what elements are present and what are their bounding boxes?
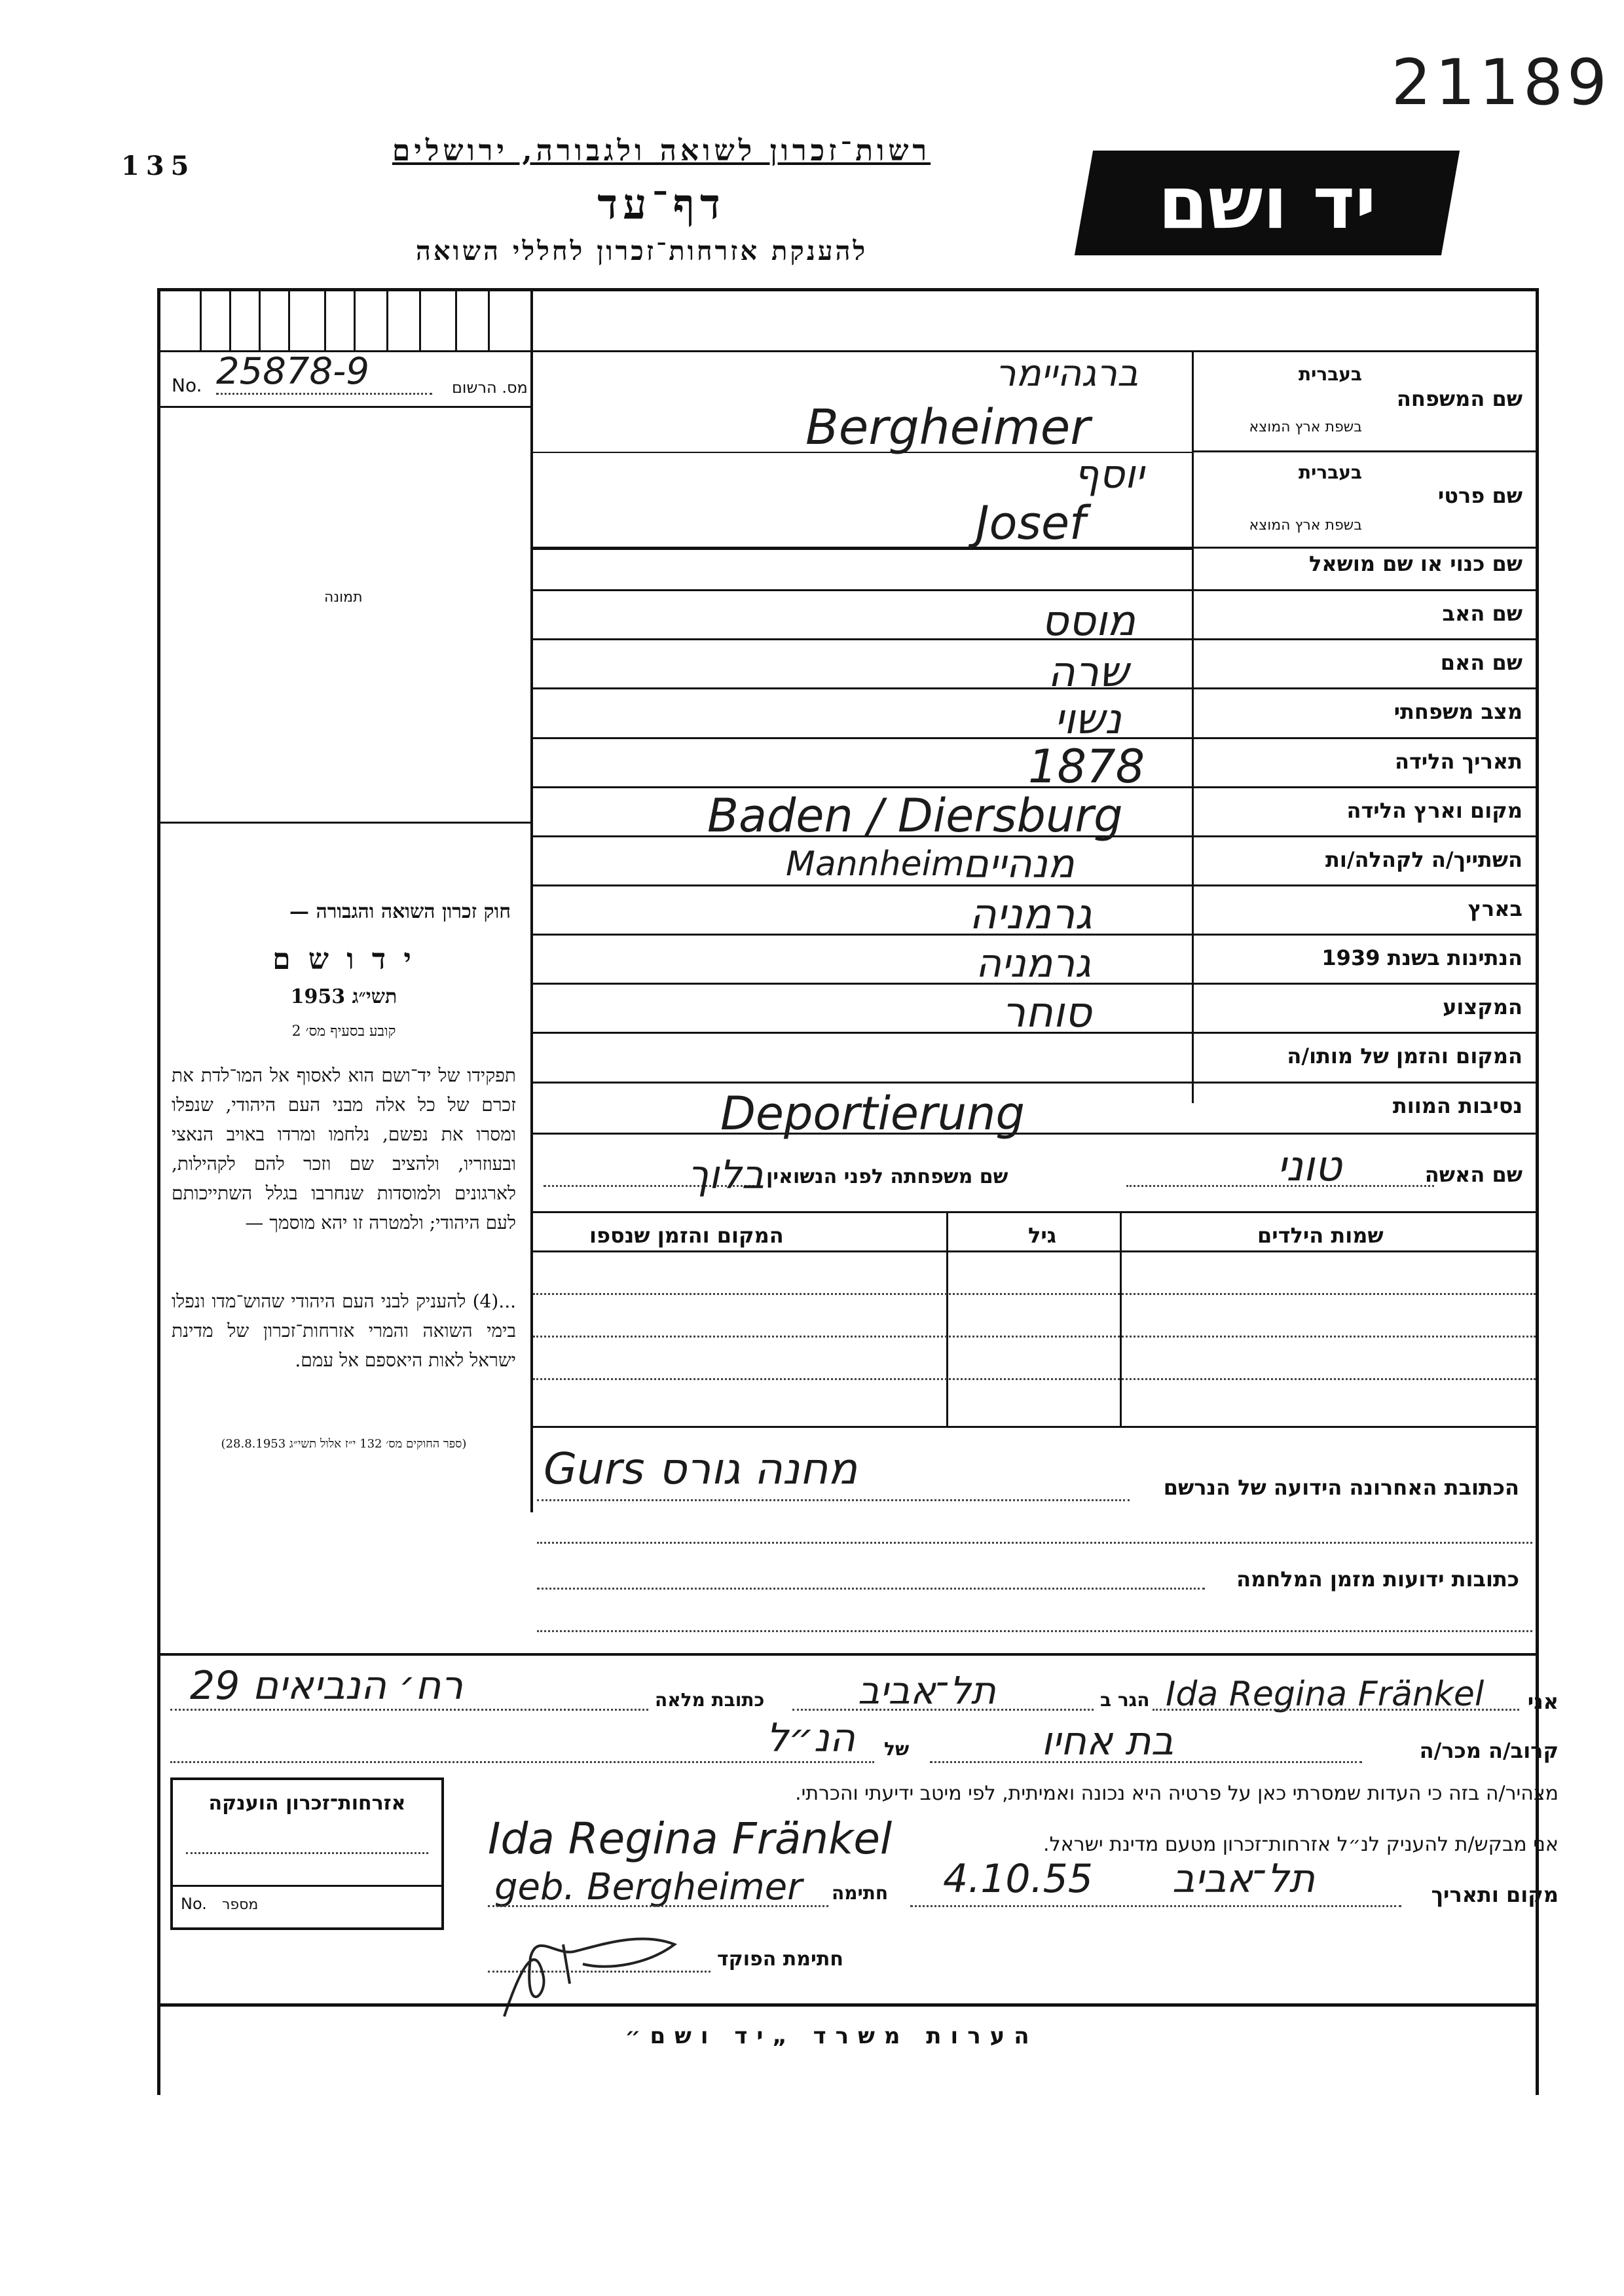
death-cause-value: Deportierung xyxy=(720,1087,1025,1140)
children-col-divider-2 xyxy=(1120,1211,1122,1427)
page-number: 135 xyxy=(121,151,196,181)
code-boxes xyxy=(160,291,534,350)
birth-date-value: 1878 xyxy=(1028,740,1145,793)
full-address-label: כתובת מלאה xyxy=(655,1689,765,1711)
resides-label: הגר ב xyxy=(1100,1689,1150,1711)
wife-value: טוני xyxy=(1277,1142,1342,1191)
signature-line-1: Ida Regina Fränkel xyxy=(488,1813,893,1864)
place-date-line xyxy=(910,1905,1401,1907)
place-value: תל־אביב xyxy=(1172,1856,1316,1902)
institution-name: רשות־זכרון לשואה ולגבורה, ירושלים xyxy=(392,134,931,168)
request-text: אני מבקש/ת להעניק לנ״ל אזרחות־זכרון מטעם מדינת ישראל. xyxy=(1043,1833,1559,1856)
family-name-orig-value: Bergheimer xyxy=(805,399,1090,456)
family-name-sub-he: בעברית xyxy=(1298,363,1362,385)
law-year: תשי״ג 1953 xyxy=(290,985,397,1008)
row-line-marital xyxy=(533,737,1536,739)
logo-text: יד ושם xyxy=(1158,161,1376,245)
marital-value: נשוי xyxy=(1054,695,1122,744)
citizenship-no-label: No. xyxy=(181,1895,207,1913)
first-name-sub-he: בעברית xyxy=(1298,462,1362,483)
declarant-name: Ida Regina Fränkel xyxy=(1166,1675,1485,1714)
father-label: שם האב xyxy=(1442,601,1522,626)
citizenship-number-label: מספר xyxy=(222,1897,259,1913)
war-address-label: כתובות ידועות מזמן המלחמה xyxy=(1236,1567,1519,1592)
mother-label: שם האם xyxy=(1440,650,1522,675)
family-name-sub-orig: בשפת ארץ המוצא xyxy=(1249,419,1362,435)
wife-maiden-label: שם משפחתה לפני הנשואין xyxy=(766,1165,1008,1188)
relation-line xyxy=(930,1761,1362,1763)
wife-row-bottom xyxy=(533,1211,1536,1213)
children-col-divider-1 xyxy=(946,1211,948,1427)
office-notes-label: הערות משרד „יד ושם״ xyxy=(625,2023,1039,2049)
first-name-label: שם פרטי xyxy=(1437,483,1522,508)
father-value: מוסס xyxy=(1041,597,1135,646)
community-label: השתייך/ה לקהלה/ות xyxy=(1325,847,1522,872)
relation-value: בת אחיו xyxy=(1041,1719,1174,1764)
declarant-i-label: אני xyxy=(1527,1689,1559,1714)
war-address-line xyxy=(537,1588,1205,1590)
row-line-father xyxy=(533,638,1536,640)
row-line-family xyxy=(1192,450,1536,452)
children-row-2 xyxy=(533,1336,1536,1338)
children-header-line xyxy=(533,1250,1536,1252)
nickname-label: שם כנוי או שם מושאל xyxy=(1308,551,1522,576)
community-value-he: מנהיים xyxy=(963,841,1075,887)
children-row-3 xyxy=(533,1378,1536,1380)
row-line-mother xyxy=(533,687,1536,689)
officer-signature xyxy=(485,1918,707,2036)
last-address-line xyxy=(537,1499,1130,1501)
children-col-death: המקום והזמן שנספו xyxy=(589,1223,784,1248)
registry-line xyxy=(216,393,432,395)
law-clause: קובע בסעיף מס׳ 2 xyxy=(291,1023,396,1040)
archive-number: 21189 xyxy=(1391,46,1611,119)
children-col-names: שמות הילדים xyxy=(1257,1223,1384,1248)
row-line-deathcause xyxy=(533,1133,1536,1135)
place-date-label: מקום ותאריך xyxy=(1431,1882,1559,1907)
law-paragraph-2: ...(4) להעניק לבני העם היהודי שהוש־מדו ונפלו בימי השואה והמרי אזרחות־זכרון של מדינת ישראל לאות היאספם אל עמם. xyxy=(172,1290,516,1371)
nationality-label: הנתינות בשנת 1939 xyxy=(1321,945,1522,970)
yad-vashem-logo xyxy=(1075,151,1460,255)
of-line xyxy=(170,1761,874,1763)
declarant-name-line xyxy=(1153,1709,1519,1711)
citizenship-box xyxy=(170,1777,444,1930)
law-subtitle: י ד ו ש ם xyxy=(272,943,415,976)
war-address-line-2 xyxy=(537,1630,1532,1632)
street-value: רח׳ הנביאים 29 xyxy=(190,1663,464,1709)
children-bottom xyxy=(533,1426,1536,1428)
first-name-orig-value: Josef xyxy=(976,496,1086,550)
officer-label: חתימת הפוקד xyxy=(717,1948,843,1971)
children-col-age: גיל xyxy=(1028,1223,1057,1248)
row-line-3 xyxy=(533,549,1192,550)
mother-value: שרה xyxy=(1048,648,1129,697)
address-section-bottom xyxy=(160,1653,1536,1656)
birth-place-label: מקום וארץ הלידה xyxy=(1346,798,1522,823)
city-value: תל־אביב xyxy=(858,1668,996,1713)
birth-place-value: Baden / Diersburg xyxy=(707,789,1123,843)
marital-label: מצב משפחתי xyxy=(1393,699,1522,724)
row-line-nick xyxy=(533,589,1536,591)
signature-underline xyxy=(488,1905,828,1907)
signature-line-2: geb. Bergheimer xyxy=(494,1866,803,1908)
photo-label: תמונה xyxy=(324,589,363,606)
registry-label-he: מס. הרשום xyxy=(452,378,528,397)
family-name-label: שם המשפחה xyxy=(1396,386,1522,411)
last-address-value: מחנה גורס Gurs xyxy=(544,1444,858,1494)
form-subtitle: להענקת אזרחות־זכרון לחללי השואה xyxy=(415,236,868,266)
registry-label-no: No. xyxy=(172,374,202,396)
wife-maiden-value: בלוך xyxy=(688,1152,765,1198)
registry-number: 25878-9 xyxy=(216,350,369,393)
profession-label: המקצוע xyxy=(1443,994,1522,1019)
birth-date-label: תאריך הלידה xyxy=(1394,749,1522,774)
photo-divider xyxy=(160,822,530,824)
address-extra-line xyxy=(537,1542,1532,1544)
death-cause-label: נסיבות המוות xyxy=(1392,1093,1522,1118)
law-title: חוק זכרון השואה והגבורה — xyxy=(289,900,511,923)
street-line xyxy=(170,1709,648,1711)
label-column-divider xyxy=(1192,350,1194,1103)
declarant-section-bottom xyxy=(157,2003,1539,2007)
country-label: בארץ xyxy=(1467,896,1522,921)
relative-label: קרוב/ה מכר/ה xyxy=(1419,1738,1559,1763)
registry-divider xyxy=(160,406,530,408)
date-value: 4.10.55 xyxy=(943,1856,1094,1902)
frame-left xyxy=(157,288,160,2095)
left-column-divider xyxy=(530,288,533,1512)
of-value: הנ״ל xyxy=(766,1715,855,1761)
law-paragraph-1: תפקידו של יד־ושם הוא לאסוף אל המו־לדת את זכרם של כל אלה מבני העם היהודי, שנפלו ומסרו את נפשם, נלחמו ומרדו באויב הנאצי ובעוזריו, ולהציב שם וזכר להם לקהילות, לארגונים ולמוסדות שנחרבו בגלל השתייכותם לעם היהודי; ולמטרה זו יהא מוסמך — xyxy=(172,1065,516,1233)
first-name-he-value: יוסף xyxy=(1074,452,1145,498)
children-row-1 xyxy=(533,1293,1536,1295)
frame-right xyxy=(1536,288,1539,2095)
city-line xyxy=(792,1709,1094,1711)
form-title: דף־עד xyxy=(597,180,726,229)
death-place-label: המקום והזמן של מותו/ה xyxy=(1287,1044,1522,1068)
last-address-label: הכתובת האחרונה הידועה של הנרשם xyxy=(1163,1475,1519,1500)
profession-value: סוחר xyxy=(1002,989,1092,1037)
first-name-sub-orig: בשפת ארץ המוצא xyxy=(1249,517,1362,534)
declaration-text: מצהיר/ה בזה כי העדות שמסרתי כאן על פרטיה היא נכונה ואמיתית, לפי מיטב ידיעתי והכרתי. xyxy=(795,1782,1559,1805)
row-line-deathplace xyxy=(533,1082,1536,1084)
signature-label: חתימה xyxy=(832,1882,889,1904)
law-source: (ספר החוקים מס׳ 132 י״ז אלול תשי״ג 28.8.1953) xyxy=(221,1437,467,1451)
family-name-he-value: ברגהיימר xyxy=(995,352,1139,395)
community-value-latin: Mannheim xyxy=(786,845,965,884)
nationality-value: גרמניה xyxy=(976,941,1091,987)
citizenship-title: אזרחות־זכרון הוענקה xyxy=(208,1792,406,1815)
of-label: של xyxy=(884,1738,910,1760)
wife-label: שם האשה xyxy=(1424,1162,1522,1187)
country-value: גרמניה xyxy=(969,890,1092,939)
